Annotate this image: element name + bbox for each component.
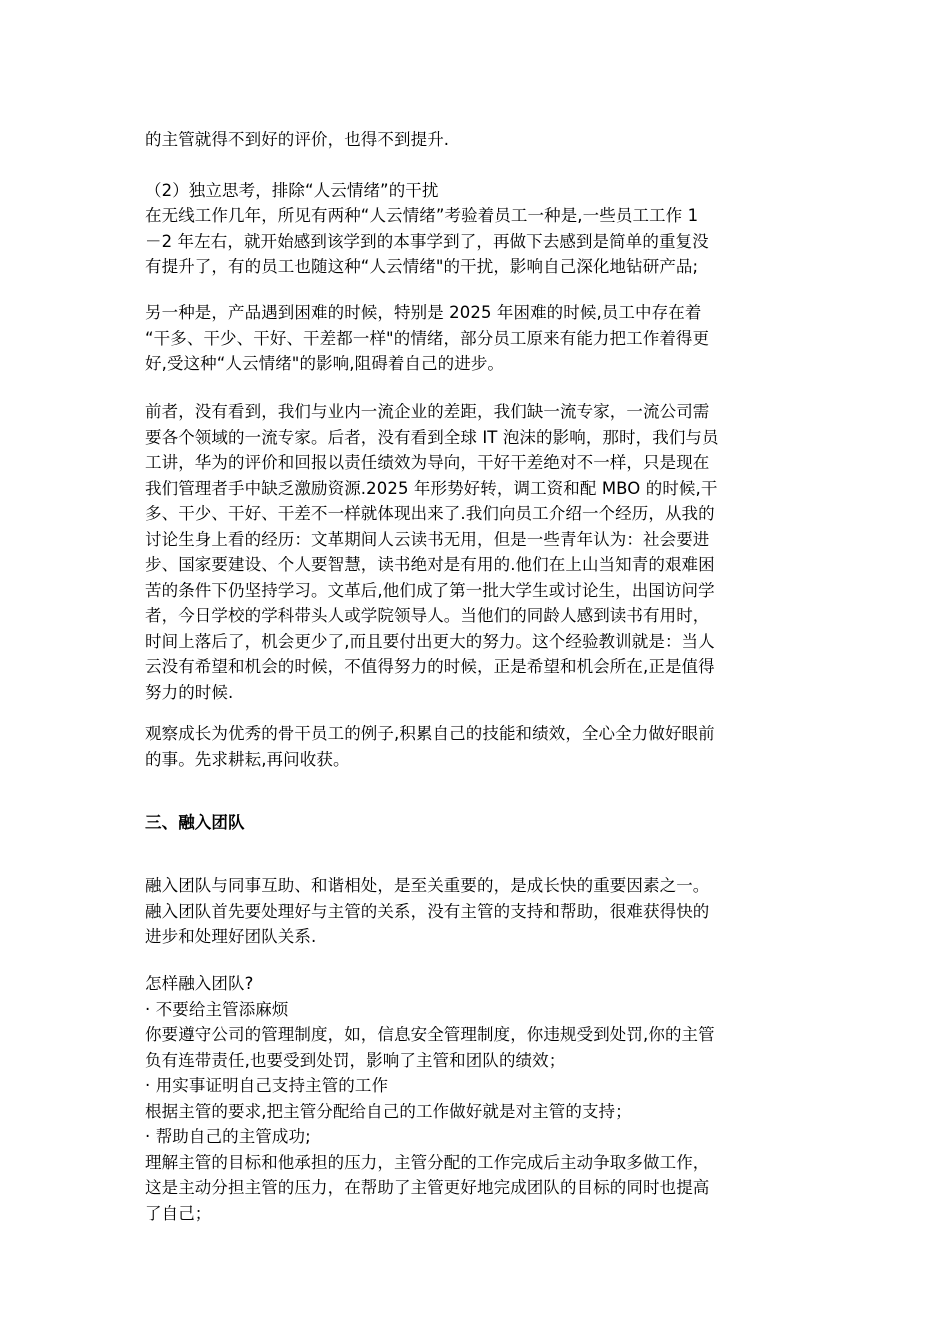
- text-line: 在无线工作几年，所见有两种“人云情绪”考验着员工一种是,一些员工工作 1: [145, 206, 699, 225]
- text-line: 工讲，华为的评价和回报以责任绩效为导向，干好干差绝对不一样，只是现在: [145, 453, 710, 472]
- list-item-title: · 不要给主管添麻烦: [145, 999, 289, 1019]
- list-item-body: 你要遵守公司的管理制度，如，信息安全管理制度，你违规受到处罚,你的主管: [145, 1025, 715, 1044]
- text-line: 步、国家要建设、个人要智慧，读书绝对是有用的.他们在上山当知青的艰难困: [145, 555, 715, 574]
- text-line: 融入团队与同事互助、和谐相处，是至关重要的，是成长快的重要因素之一。: [145, 876, 710, 895]
- text-line: 我们管理者手中缺乏激励资源.2025 年形势好转，调工资和配 MBO 的时候,干: [145, 478, 718, 498]
- text-line: 讨论生身上看的经历：文革期间人云读书无用，但是一些青年认为：社会要进: [145, 529, 710, 549]
- text-line: 前者，没有看到，我们与业内一流企业的差距，我们缺一流专家，一流公司需: [145, 402, 710, 421]
- text-line: 的主管就得不到好的评价，也得不到提升.: [145, 130, 450, 149]
- list-item-body: 这是主动分担主管的压力，在帮助了主管更好地完成团队的目标的同时也提高: [145, 1178, 710, 1197]
- list-item-body: 了自己；: [145, 1203, 212, 1223]
- list-item-title: · 用实事证明自己支持主管的工作: [145, 1076, 389, 1095]
- text-line: 努力的时候.: [145, 682, 234, 702]
- paragraph-peer-pressure-intro: [145, 203, 812, 280]
- text-line: 者，今日学校的学科带头人或学院领导人。当他们的同龄人感到读书有用时，: [145, 606, 710, 625]
- text-line: 观察成长为优秀的骨干员工的例子,积累自己的技能和绩效，全心全力做好眼前: [145, 724, 715, 743]
- paragraph-observe-growth: [145, 721, 812, 772]
- text-line: 三、融入团队: [145, 813, 245, 832]
- how-to-join-list: [145, 971, 812, 1226]
- paragraph-analysis: [145, 399, 812, 705]
- paragraph-opening: [145, 127, 812, 153]
- text-line: 进步和处理好团队关系.: [145, 927, 317, 946]
- text-line: 苦的条件下仍坚持学习。文革后,他们成了第一批大学生或讨论生，出国访问学: [145, 580, 715, 600]
- question-heading: 怎样融入团队?: [145, 974, 254, 993]
- text-line: －2 年左右，就开始感到该学到的本事学到了，再做下去感到是简单的重复没: [145, 231, 709, 251]
- paragraph-second-kind: [145, 300, 812, 377]
- list-item-body: 理解主管的目标和他承担的压力，主管分配的工作完成后主动争取多做工作，: [145, 1152, 710, 1172]
- text-line: 另一种是，产品遇到困难的时候，特别是 2025 年困难的时候,员工中存在着: [145, 303, 702, 322]
- section-3-heading: [145, 810, 812, 836]
- text-line: 的事。先求耕耘,再问收获。: [145, 749, 350, 769]
- text-line: 好,受这种“人云情绪"的影响,阻碍着自己的进步。: [145, 354, 505, 373]
- text-line: 有提升了，有的员工也随这种“人云情绪"的干扰，影响自己深化地钻研产品;: [145, 257, 699, 276]
- text-line: 云没有希望和机会的时候，不值得努力的时候，正是希望和机会所在,正是值得: [145, 657, 715, 676]
- subsection-2-title: [145, 178, 812, 204]
- text-line: 融入团队首先要处理好与主管的关系，没有主管的支持和帮助，很难获得快的: [145, 901, 710, 921]
- text-line: （2）独立思考，排除“人云情绪”的干扰: [145, 181, 439, 200]
- list-item-body: 负有连带责任,也要受到处罚，影响了主管和团队的绩效；: [145, 1050, 566, 1070]
- paragraph-join-team: [145, 873, 812, 950]
- text-line: 要各个领域的一流专家。后者，没有看到全球 IT 泡沫的影响，那时，我们与员: [145, 427, 719, 447]
- list-item-body: 根据主管的要求,把主管分配给自己的工作做好就是对主管的支持；: [145, 1101, 632, 1121]
- list-item-title: · 帮助自己的主管成功;: [145, 1127, 311, 1146]
- text-line: 时间上落后了，机会更少了,而且要付出更大的努力。这个经验教训就是：当人: [145, 631, 715, 651]
- text-line: 多、干少、干好、干差不一样就体现出来了.我们向员工介绍一个经历，从我的: [145, 504, 715, 523]
- text-line: “干多、干少、干好、干差都一样"的情绪，部分员工原来有能力把工作着得更: [145, 328, 710, 348]
